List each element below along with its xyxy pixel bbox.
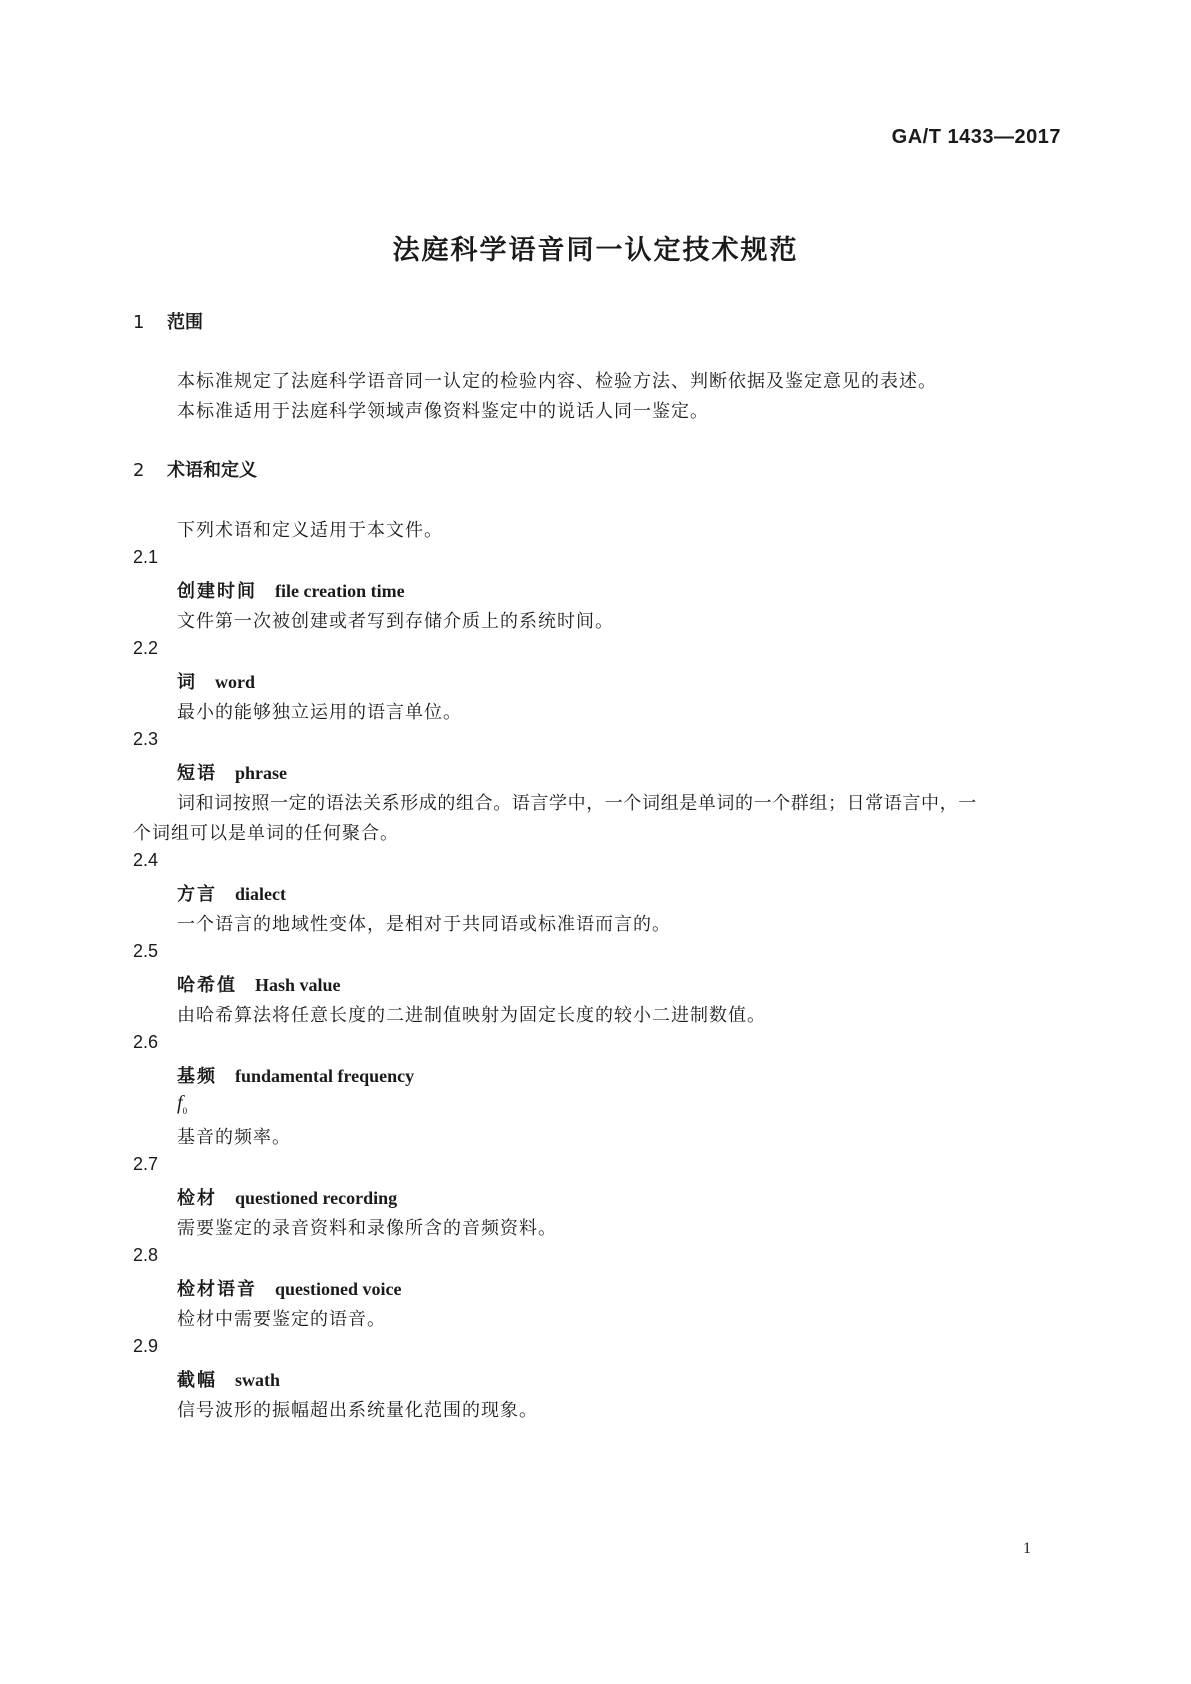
term-en: word [215,672,255,692]
section-2-heading [133,456,257,482]
clause-number: 2.4 [133,850,159,870]
term-heading [177,577,405,603]
clause-number: 2.9 [133,1336,159,1356]
term-en: phrase [235,763,288,783]
term-definition: 需要鉴定的录音资料和录像所含的音频资料。 [177,1218,557,1239]
paragraph: 本标准适用于法庭科学领域声像资料鉴定中的说话人同一鉴定。 [177,401,709,422]
term-zh: 方言 [177,884,217,905]
section-title: 术语和定义 [167,460,257,481]
term-heading [177,971,341,997]
term-en: swath [235,1370,281,1390]
term-zh: 基频 [177,1066,217,1087]
section-number: 1 [133,312,145,333]
symbol-letter: f [177,1092,183,1114]
term-definition: 基音的频率。 [177,1127,291,1148]
paragraph: 下列术语和定义适用于本文件。 [177,520,443,541]
term-en: questioned voice [275,1279,402,1299]
section-title: 范围 [167,312,203,333]
term-zh: 检材语音 [177,1279,257,1300]
page-title: 法庭科学语音同一认定技术规范 [392,235,799,266]
clause-number: 2.5 [133,941,159,961]
paragraph: 本标准规定了法庭科学语音同一认定的检验内容、检验方法、判断依据及鉴定意见的表述。 [177,371,937,392]
term-heading [177,759,287,785]
clause-number: 2.1 [133,547,159,567]
clause-number: 2.7 [133,1154,159,1174]
term-heading [177,880,286,906]
term-definition-continued: 个词组可以是单词的任何聚合。 [133,823,399,844]
term-en: file creation time [275,581,405,601]
term-heading [177,1062,414,1088]
term-definition: 一个语言的地域性变体，是相对于共同语或标准语而言的。 [177,914,671,935]
term-heading [177,1184,397,1210]
term-en: dialect [235,884,286,904]
document-number: GA/T 1433—2017 [891,126,1061,148]
term-symbol [177,1092,187,1116]
term-definition: 文件第一次被创建或者写到存储介质上的系统时间。 [177,611,614,632]
clause-number: 2.2 [133,638,159,658]
page-number: 1 [1023,1540,1031,1557]
clause-number: 2.3 [133,729,159,749]
term-en: fundamental frequency [235,1066,415,1086]
term-zh: 检材 [177,1188,217,1209]
term-zh: 哈希值 [177,975,237,996]
term-zh: 短语 [177,763,217,784]
clause-number: 2.6 [133,1032,159,1052]
term-definition: 检材中需要鉴定的语音。 [177,1309,386,1330]
section-1-heading [133,308,203,334]
term-definition: 由哈希算法将任意长度的二进制值映射为固定长度的较小二进制数值。 [177,1005,766,1026]
term-en: questioned recording [235,1188,398,1208]
term-zh: 截幅 [177,1370,217,1391]
term-en: Hash value [255,975,341,995]
symbol-subscript: 0 [182,1106,188,1116]
term-zh: 词 [177,672,197,693]
term-definition: 信号波形的振幅超出系统量化范围的现象。 [177,1400,538,1421]
term-heading [177,1275,402,1301]
term-heading [177,668,255,694]
term-definition: 词和词按照一定的语法关系形成的组合。语言学中，一个词组是单词的一个群组；日常语言中，一 [177,793,977,814]
section-number: 2 [133,460,145,481]
clause-number: 2.8 [133,1245,159,1265]
term-heading [177,1366,280,1392]
term-definition: 最小的能够独立运用的语言单位。 [177,702,462,723]
term-zh: 创建时间 [177,581,257,602]
